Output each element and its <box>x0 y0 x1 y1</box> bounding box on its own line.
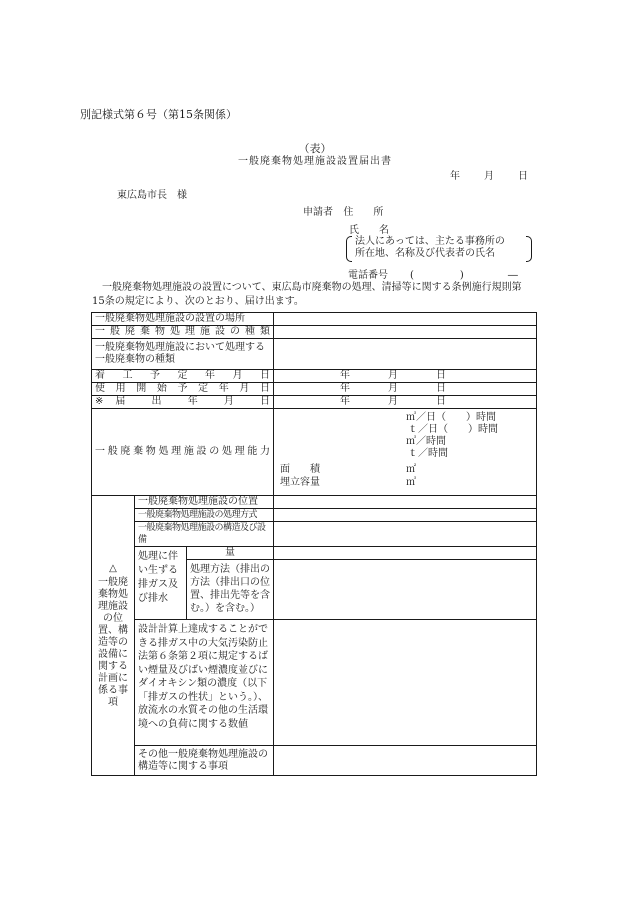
construction-date-value[interactable] <box>274 370 537 383</box>
notification-date-label <box>92 396 274 409</box>
method-system-label: 一般廃棄物処理施設の処理方式 <box>135 509 274 522</box>
start-date-label: 使用開始予定年月日 <box>92 383 274 396</box>
ymd-month: 月 <box>388 370 399 381</box>
right-bracket <box>526 236 532 262</box>
design-values-value[interactable] <box>274 620 537 746</box>
applicant-address-row <box>303 203 383 218</box>
date-day: 日 <box>518 171 528 182</box>
ymd-year: 年 <box>340 370 351 381</box>
fill-volume-unit: ㎥ <box>406 477 417 488</box>
plan-text: 一般廃棄物処理施設の位置、構造等の設備に関する計画に係る事項 <box>98 576 128 708</box>
area-unit: ㎡ <box>406 464 417 475</box>
design-values-label: 設計計算上達成することができる排ガス中の大気汚染防止法第６条第２項に規定するばい煙量及びばい煙濃度並びにダイオキシン類の濃度（以下「排ガスの性状」という。）、放流水の水質その他の生活環境への負荷に関する数値 <box>135 620 274 746</box>
capacity-line-1: ㎥／日（ ）時間 <box>406 412 497 423</box>
waste-type-value[interactable] <box>274 339 537 370</box>
phone-dash: ― <box>507 270 518 281</box>
corporate-note-line-1: 法人にあっては、主たる事務所の <box>355 236 505 247</box>
amount-label: 量 <box>187 547 274 560</box>
notification-date-value[interactable] <box>274 396 537 409</box>
other-matters-label: その他一般廃棄物処理施設の構造等に関する事項 <box>135 746 274 776</box>
ymd-day: 日 <box>436 370 447 381</box>
exhaust-label: 処理に伴い生ずる排ガス及び排水 <box>135 547 187 620</box>
structure-value[interactable] <box>274 522 537 547</box>
construction-date-label: 着工予定年月日 <box>92 370 274 383</box>
ymd-day: 日 <box>436 383 447 394</box>
fill-volume-label: 埋立容量 <box>280 477 321 488</box>
corporate-note <box>346 236 532 262</box>
amount-value[interactable] <box>274 547 537 560</box>
capacity-line-3: ㎥／時間 <box>406 436 447 447</box>
capacity-lines <box>274 411 536 493</box>
document-title: 一般廃棄物処理施設設置届出書 <box>238 156 392 167</box>
applicant-label: 申請者 <box>303 207 333 218</box>
name-label: 氏 名 <box>349 225 389 236</box>
capacity-line-4: ｔ／時間 <box>408 448 449 459</box>
discharge-method-value[interactable] <box>274 560 537 620</box>
facility-type-label: 一般廃棄物処理施設の種類 <box>92 326 274 339</box>
addressee: 東広島市長 様 <box>117 190 187 201</box>
notification-mark: ※ <box>95 396 104 407</box>
form-table <box>91 312 537 776</box>
corporate-note-line-2: 所在地、名称及び代表者の氏名 <box>355 248 495 259</box>
date-year: 年 <box>450 171 460 182</box>
form-id: 別記様式第６号（第15条関係） <box>80 108 237 121</box>
facility-type-value[interactable] <box>274 326 537 339</box>
capacity-line-2: ｔ／日（ ）時間 <box>408 424 499 435</box>
notification-date-text: 届出年月日 <box>115 396 271 407</box>
capacity-value[interactable] <box>274 409 537 496</box>
location-value[interactable] <box>274 313 537 326</box>
area-label: 面 積 <box>280 464 321 475</box>
ymd-year: 年 <box>340 396 351 407</box>
phone-label: 電話番号 <box>348 270 388 281</box>
intro-paragraph: 一般廃棄物処理施設の設置について、東広島市廃棄物の処理、清掃等に関する条例施行規則第15条の規定により、次のとおり、届け出ます。 <box>92 282 522 307</box>
submission-date <box>450 167 528 182</box>
phone-open: ( <box>410 270 414 281</box>
method-system-value[interactable] <box>274 509 537 522</box>
waste-type-label: 一般廃棄物処理施設において処理する一般廃棄物の種類 <box>92 339 274 370</box>
other-matters-value[interactable] <box>274 746 537 776</box>
start-date-value[interactable] <box>274 383 537 396</box>
side-label: （表） <box>298 142 332 155</box>
phone-close: ) <box>459 270 464 281</box>
ymd-year: 年 <box>340 383 351 394</box>
plan-section-label <box>92 496 135 776</box>
location-label: 一般廃棄物処理施設の設置の場所 <box>92 313 274 326</box>
date-month: 月 <box>484 171 494 182</box>
discharge-method-label: 処理方法（排出の方法（排出口の位置、排出先等を含む。）を含む。） <box>187 560 274 620</box>
position-value[interactable] <box>274 496 537 509</box>
ymd-day: 日 <box>436 396 447 407</box>
capacity-label: 一般廃棄物処理施設の処理能力 <box>92 409 274 496</box>
ymd-month: 月 <box>388 396 399 407</box>
position-label: 一般廃棄物処理施設の位置 <box>135 496 274 509</box>
plan-mark: △ <box>109 562 117 574</box>
phone-row <box>348 266 518 281</box>
left-bracket <box>346 236 352 262</box>
ymd-month: 月 <box>388 383 399 394</box>
structure-label: 一般廃棄物処理施設の構造及び設備 <box>135 522 274 547</box>
address-label: 住 所 <box>343 207 384 218</box>
